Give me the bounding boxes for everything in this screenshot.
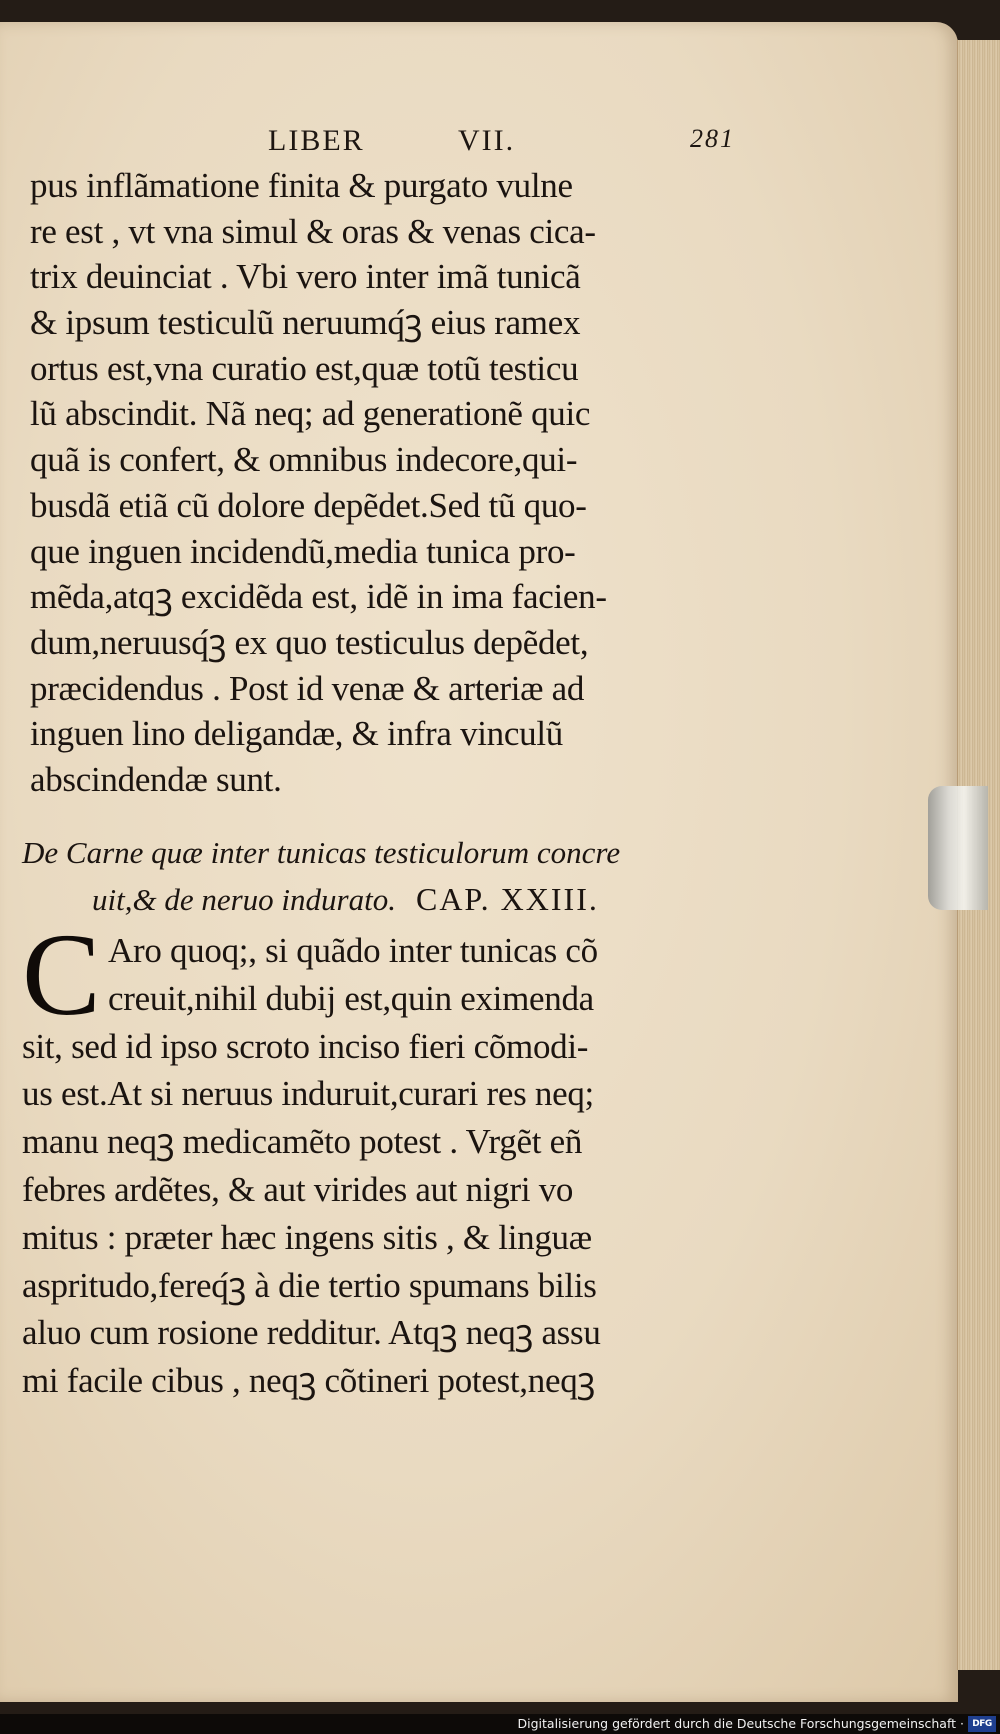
dfg-logo: DFG [968, 1716, 996, 1732]
text-line: pus inflãmatione finita & purgato vulne [30, 166, 573, 205]
text-line: aspritudo,fereq́ꝫ à die tertio spumans bilis [22, 1265, 597, 1305]
book-number: VII. [458, 124, 516, 157]
page-clip [928, 786, 988, 910]
text-line: mi facile cibus , neqꝫ cõtineri potest,neqꝫ [22, 1361, 595, 1401]
running-head: LIBER [268, 124, 365, 157]
folio-number: 281 [690, 124, 735, 153]
chapter-heading-line [22, 876, 762, 923]
text-line: febres ardẽtes, & aut virides aut nigri vo [22, 1169, 574, 1209]
paragraph-text [30, 163, 760, 803]
chapter-heading-line: De Carne quæ inter tunicas testiculorum concre [22, 835, 621, 870]
text-line: que inguen incidendũ,media tunica pro- [30, 531, 576, 571]
text-line: & ipsum testiculũ neruumq́ꝫ eius ramex [30, 303, 581, 343]
text-line: abscindendæ sunt. [30, 759, 282, 799]
text-line: aluo cum rosione redditur. Atqꝫ neqꝫ assu [22, 1313, 601, 1353]
chapter-heading-text: uit,& de neruo indurato. [92, 882, 396, 917]
chapter-text [22, 909, 762, 1405]
text-line: sit, sed id ipso scroto inciso fieri cõmodi- [22, 1026, 589, 1066]
chapter-label: CAP. XXIII. [415, 881, 599, 917]
chapter-heading [22, 830, 762, 923]
text-line: manu neqꝫ medicamẽto potest . Vrgẽt eñ [22, 1122, 583, 1162]
funding-credit: Digitalisierung gefördert durch die Deutsche Forschungsgemeinschaft · [517, 1716, 964, 1731]
text-line: quã is confert, & omnibus indecore,qui- [30, 440, 578, 480]
text-line: re est , vt vna simul & oras & venas cica- [30, 211, 596, 251]
text-line: Aro quoq;, si quãdo inter tunicas cõ [108, 931, 598, 970]
text-line: præcidendus . Post id venæ & arteriæ ad [30, 668, 585, 708]
text-line: ortus est,vna curatio est,quæ totũ testicu [30, 348, 579, 388]
text-line: busdã etiã cũ dolore depẽdet.Sed tũ quo- [30, 485, 587, 525]
text-line: creuit,nihil dubij est,quin eximenda [108, 978, 594, 1018]
text-line: mẽda,atqꝫ excidẽda est, idẽ in ima facien- [30, 577, 607, 617]
page-header [60, 124, 760, 164]
text-line: us est.At si neruus induruit,curari res neq; [22, 1074, 594, 1114]
drop-cap-initial: C [22, 909, 101, 1040]
text-line: inguen lino deligandæ, & infra vinculũ [30, 714, 563, 754]
text-line: lũ abscindit. Nã neq; ad generationẽ quic [30, 394, 591, 434]
text-line: trix deuinciat . Vbi vero inter imã tunicã [30, 257, 581, 297]
text-line: dum,neruusq́ꝫ ex quo testiculus depẽdet, [30, 622, 589, 662]
text-line: mitus : præter hæc ingens sitis , & linguæ [22, 1217, 592, 1257]
